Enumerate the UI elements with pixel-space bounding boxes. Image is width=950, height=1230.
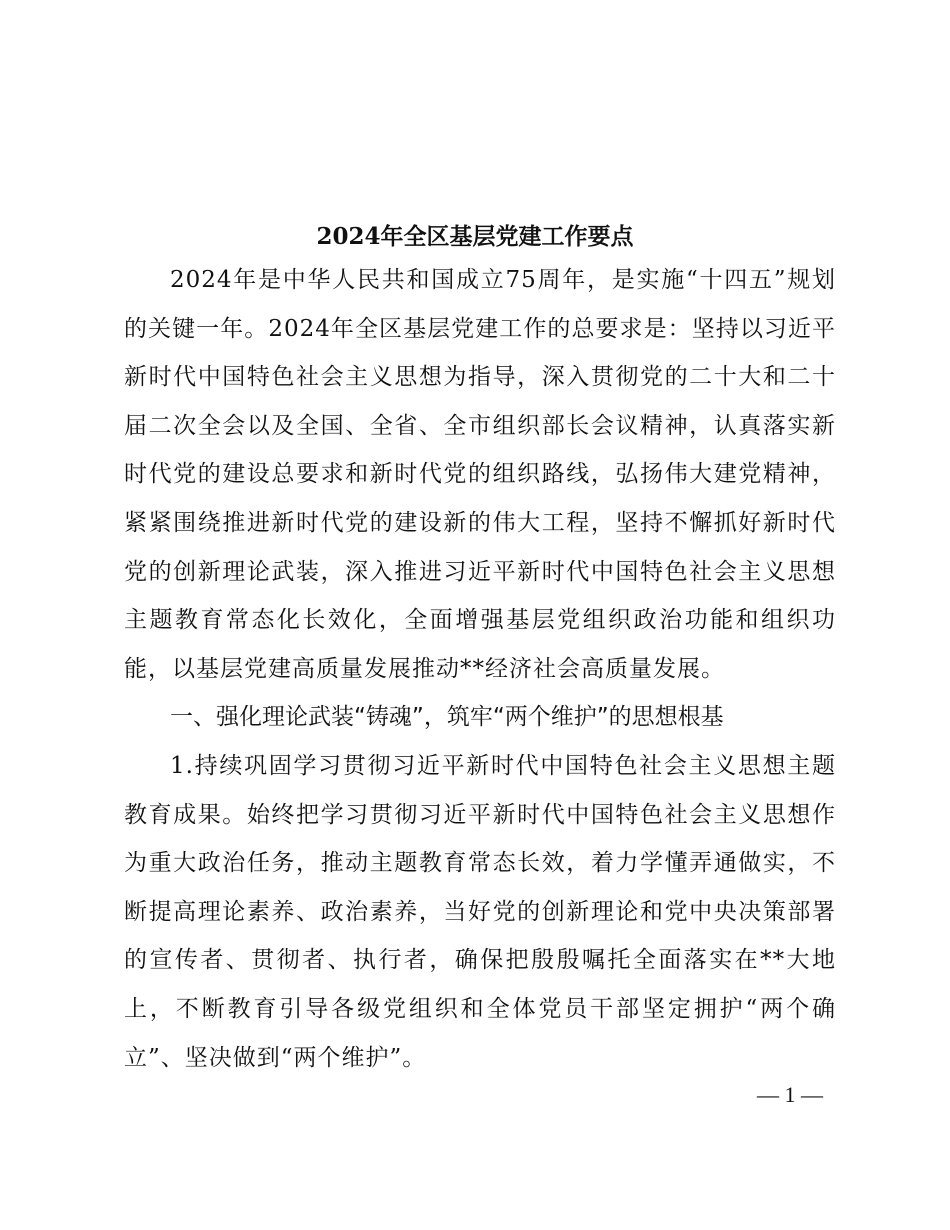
document-title: 2024年全区基层党建工作要点 [316,223,634,250]
intro-paragraph: 2024年是中华人民共和国成立75周年，是实施“十四五”规划的关键一年。2024年全区基层党建工作的总要求是：坚持以习近平新时代中国特色社会主义思想为指导，深入贯彻党的二十大和二十届二次全会以及全国、全省、全市组织部长会议精神，认真落实新时代党的建设总要求和新时代党的组织路线，弘扬伟大建党精神，紧紧围绕推进新时代党的建设新的伟大工程，坚持不懈抓好新时代党的创新理论武装，深入推进习近平新时代中国特色社会主义思想主题教育常态化长效化，全面增强基层党组织政治功能和组织功能，以基层党建高质量发展推动**经济社会高质量发展。 [124,267,836,682]
item-paragraph: 1.持续巩固学习贯彻习近平新时代中国特色社会主义思想主题教育成果。始终把学习贯彻习近平新时代中国特色社会主义思想作为重大政治任务，推动主题教育常态长效，着力学懂弄通做实，不断提高理论素养、政治素养，当好党的创新理论和党中央决策部署的宣传者、贯彻者、执行者，确保把殷殷嘱托全面落实在**大地上，不断教育引导各级党组织和全体党员干部坚定拥护“两个确立”、坚决做到“两个维护”。 [124,752,836,1071]
section-heading: 一、强化理论武装“铸魂”，筑牢“两个维护”的思想根基 [170,704,724,731]
document-body [124,256,836,1082]
page-number: — 1 — [757,1082,823,1107]
